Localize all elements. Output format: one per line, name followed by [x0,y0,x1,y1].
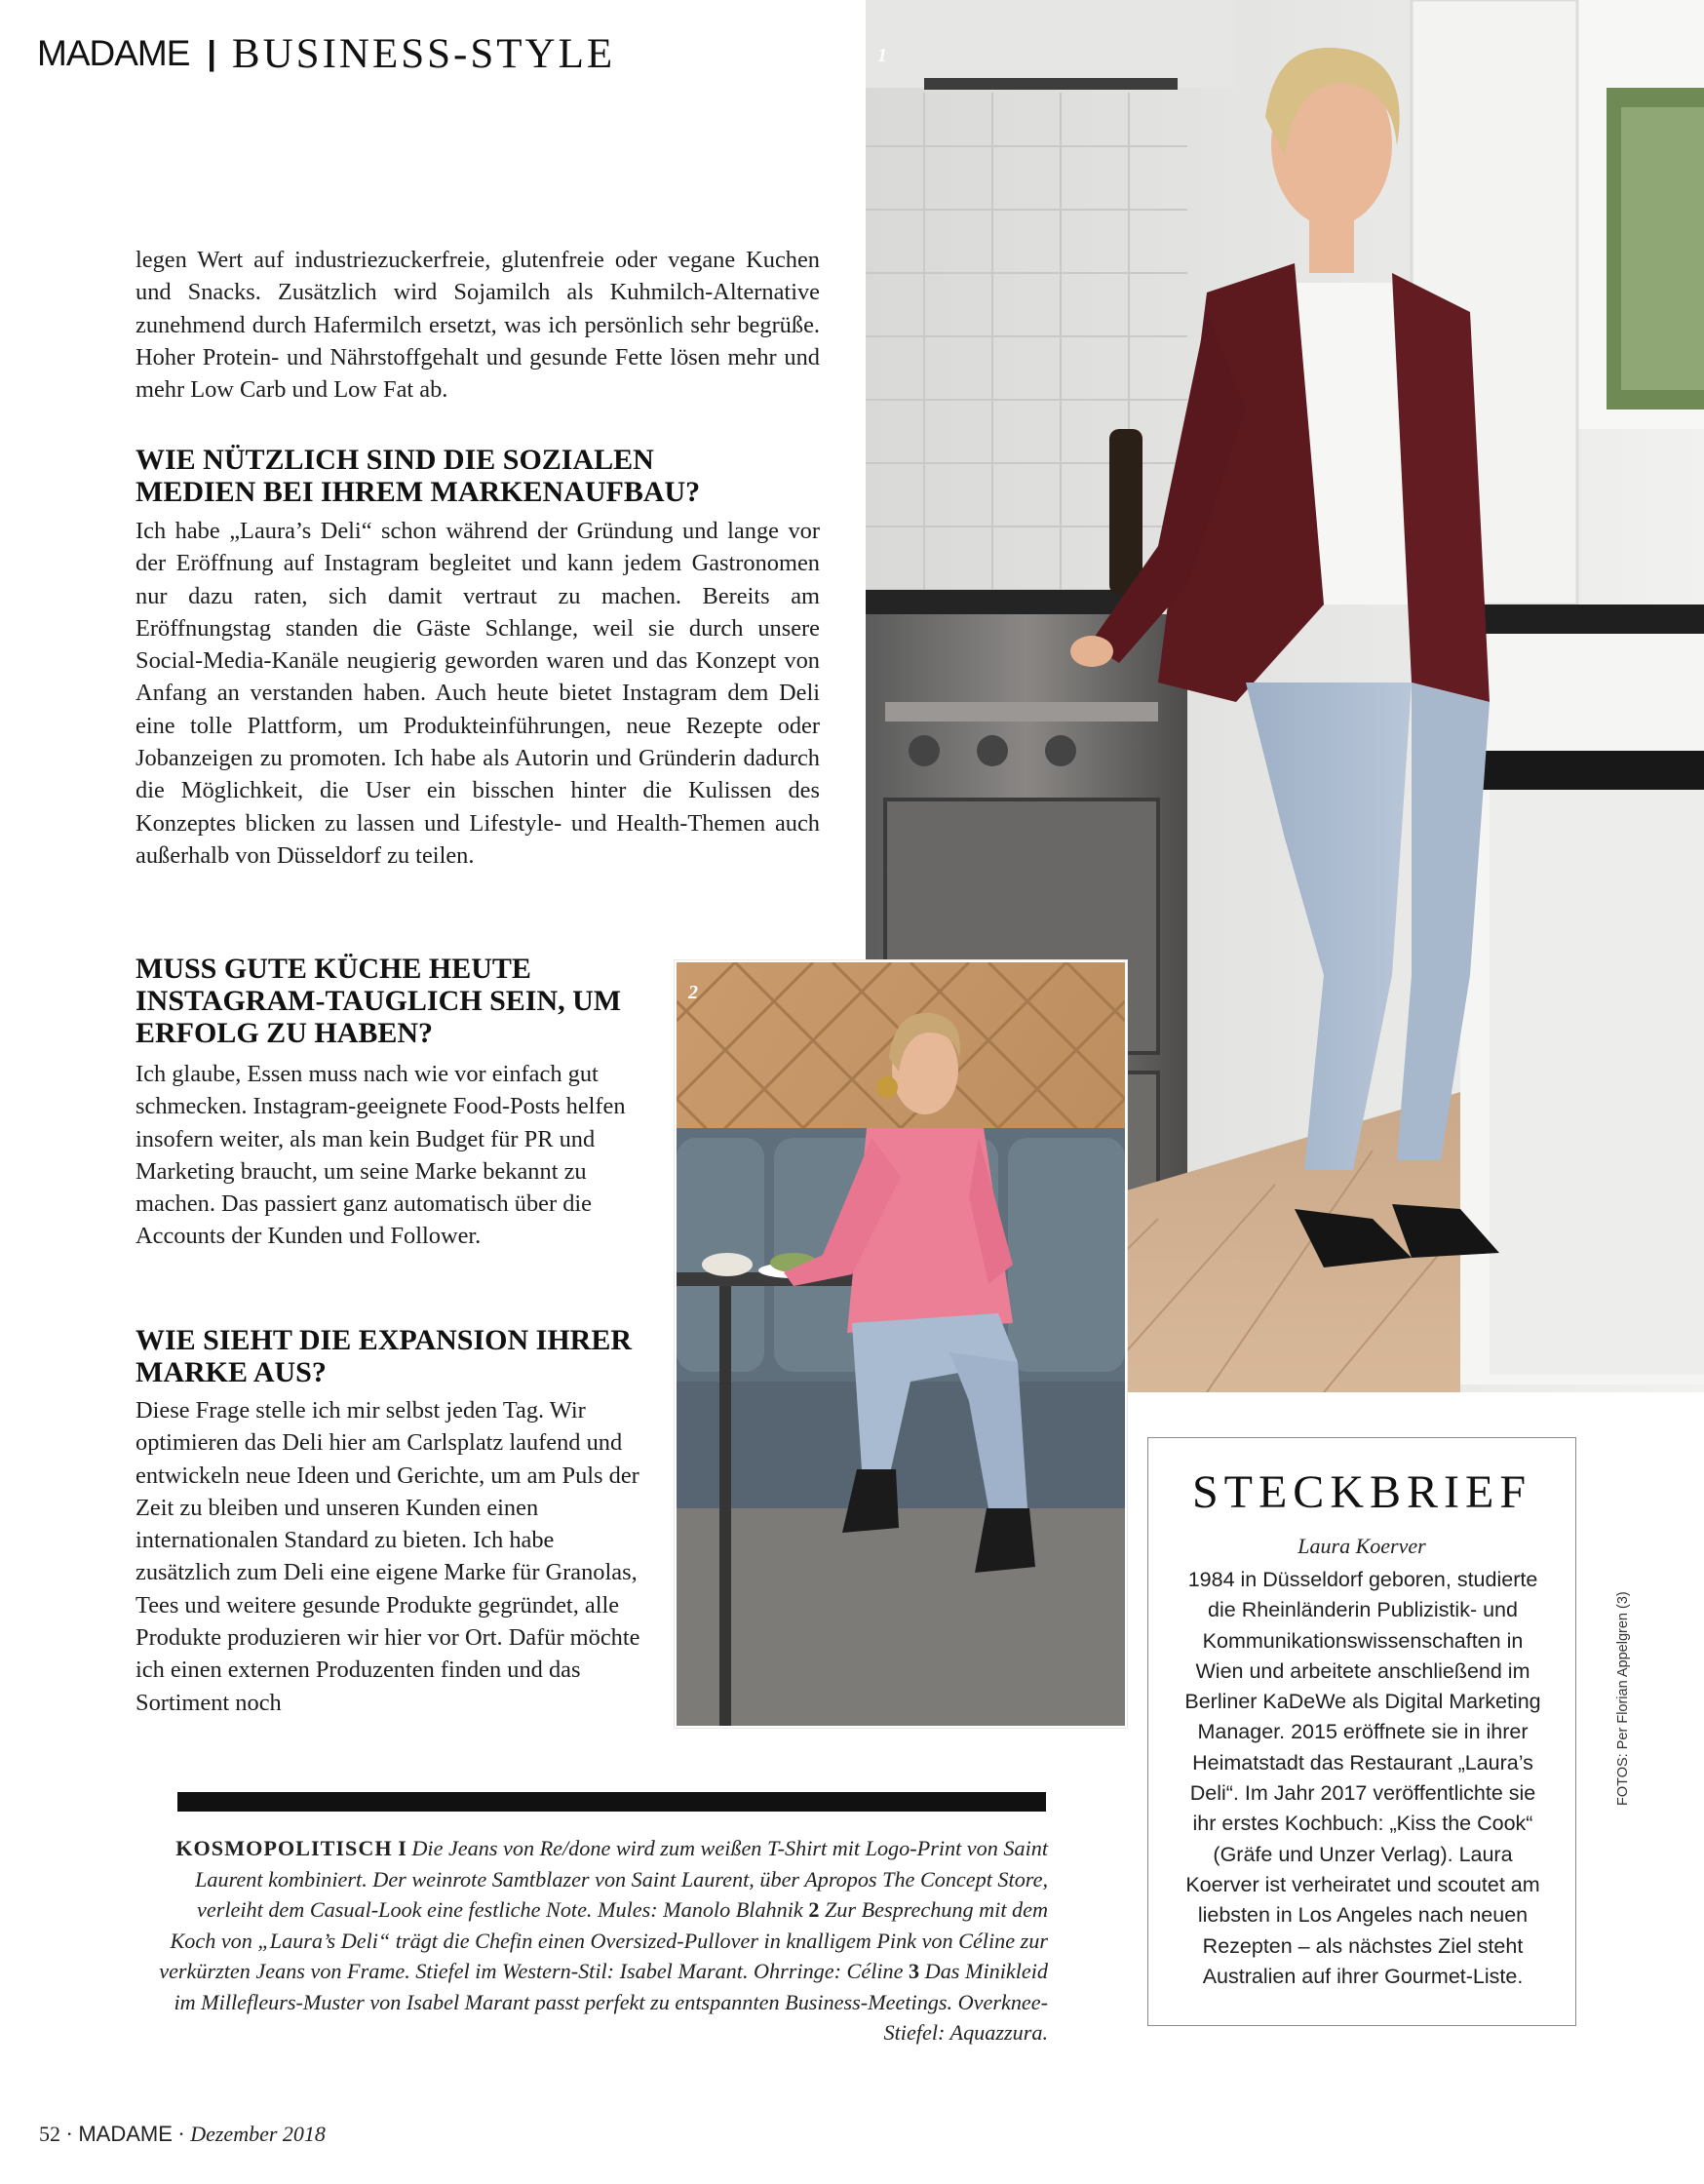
page-number: 52 [39,2122,60,2146]
photo-number: 2 [688,982,698,1003]
footer-magazine: MADAME [78,2122,173,2146]
article-intro: legen Wert auf industriezuckerfreie, glutenfreie oder vegane Kuchen und Snacks. Zusätzlich wird Sojamilch als Kuhmilch-Alternative zunehmend durch Hafermilch ersetzt, was ich persönlich sehr begrüße. Hoher Protein- und Nährstoffgehalt und gesunde Fette lösen mehr und mehr Low Carb und Low Fat ab. [136,247,820,404]
caption-number-3: 3 [909,1959,920,1983]
answer-paragraph: Diese Frage stelle ich mir selbst jeden Tag. Wir optimieren das Deli hier am Carlsplatz laufend und entwickeln neue Ideen und Gerichte, um am Puls der Zeit zu bleiben und unseren Kunden einen internationalen Standard zu bieten. Ich habe zusätzlich zum Deli eine eigene Marke für Granolas, Tees und weitere gesunde Produkte gegründet, alle Produkte produzieren wir hier vor Ort. Dafür möchte ich einen externen Produzenten finden und das Sortiment noch [136,1397,640,1716]
question-heading: WIE NÜTZLICH SIND DIE SOZIALEN MEDIEN BEI IHREM MARKENAUFBAU? [136,444,701,508]
profile-title: STECKBRIEF [1191,1466,1532,1518]
answer-paragraph: Ich glaube, Essen muss nach wie vor einfach gut schmecken. Instagram-geeignete Food-Posts helfen insofern weiter, als man kein Budget für PR und Marketing braucht, um seine Marke bekannt zu machen. Das passiert ganz automatisch über die Accounts der Kunden und Follower. [136,1061,626,1250]
page-header [37,29,615,78]
photo-credit: FOTOS: Per Florian Appelgren (3) [1615,1591,1631,1806]
section-title: BUSINESS-STYLE [231,30,616,77]
photo-caption [146,1833,1048,2048]
question-heading: WIE SIEHT DIE EXPANSION IHRER MARKE AUS? [136,1324,633,1388]
profile-box [1147,1437,1576,2026]
footer-dot: · [177,2122,185,2146]
question-heading: MUSS GUTE KÜCHE HEUTE INSTAGRAM-TAUGLICH SEIN, UM ERFOLG ZU HABEN? [136,953,622,1049]
photo-number: 1 [877,45,887,66]
header-separator: | [207,34,216,72]
caption-separator: I [398,1836,407,1860]
issue-date: Dezember 2018 [190,2122,326,2146]
footer-dot: · [65,2122,73,2146]
caption-text-2: Zur Besprechung mit dem Koch von „Laura’s Deli“ trägt die Chefin einen Oversized-Pullover in knalligem Pink von Céline zur verkürzten Jeans von Frame. Stiefel im Western-Stil: Isabel Marant. Ohrringe: Céline [159,1897,1048,1983]
profile-body: 1984 in Düsseldorf geboren, studierte die Rheinländerin Publizistik- und Kommunikationswissenschaften in Wien und arbeitete anschließend im Berliner KaDeWe als Digital Marketing Manager. 2015 eröffnete sie in ihrer Heimatstadt das Restaurant „Laura’s Deli“. Im Jahr 2017 veröffentlichte sie ihr erstes Kochbuch: „Kiss the Cook“ (Gräfe und Unzer Verlag). Laura Koerver ist verheiratet und scoutet am liebsten in Los Angeles nach neuen Rezepten – als nächstes Ziel steht Australien auf ihrer Gourmet-Liste. [1184,1568,1541,1988]
answer-paragraph: Ich habe „Laura’s Deli“ schon während der Gründung und lange vor der Eröffnung auf Instagram begleitet und kann jedem Gastronomen nur dazu raten, sich damit vertraut zu machen. Bereits am Eröffnungstag standen die Gäste Schlange, weil sie durch unsere Social-Media-Kanäle neugierig geworden waren und das Konzept von Anfang an verstanden haben. Auch heute bietet Instagram dem Deli eine tolle Plattform, um Produkteinführungen, neue Rezepte oder Jobanzeigen zu promoten. Ich habe als Autorin und Gründerin dadurch die Möglichkeit, die User ein bisschen hinter die Kulissen des Konzeptes blicken zu lassen und Lifestyle- und Health-Themen auch außerhalb von Düsseldorf zu teilen. [136,518,820,869]
caption-text-1: Die Jeans von Re/done wird zum weißen T-Shirt mit Logo-Print von Saint Laurent kombiniert. Der weinrote Samtblazer von Saint Laurent, über Apropos The Concept Store, verleiht dem Casual-Look eine festliche Note. Mules: Manolo Blahnik [195,1836,1048,1922]
caption-number-2: 2 [808,1897,820,1922]
caption-text-3: Das Minikleid im Millefleurs-Muster von Isabel Marant passt perfekt zu entspannten Business-Meetings. Overknee-Stiefel: Aquazzura. [174,1959,1048,2045]
profile-name: Laura Koerver [1297,1534,1426,1558]
photo-cafe-portrait [675,960,1127,1728]
caption-rule [177,1792,1046,1812]
page-footer [39,2122,326,2147]
magazine-name: MADAME [37,33,190,73]
caption-label: KOSMOPOLITISCH [175,1836,393,1860]
cafe-illustration [677,962,1125,1726]
